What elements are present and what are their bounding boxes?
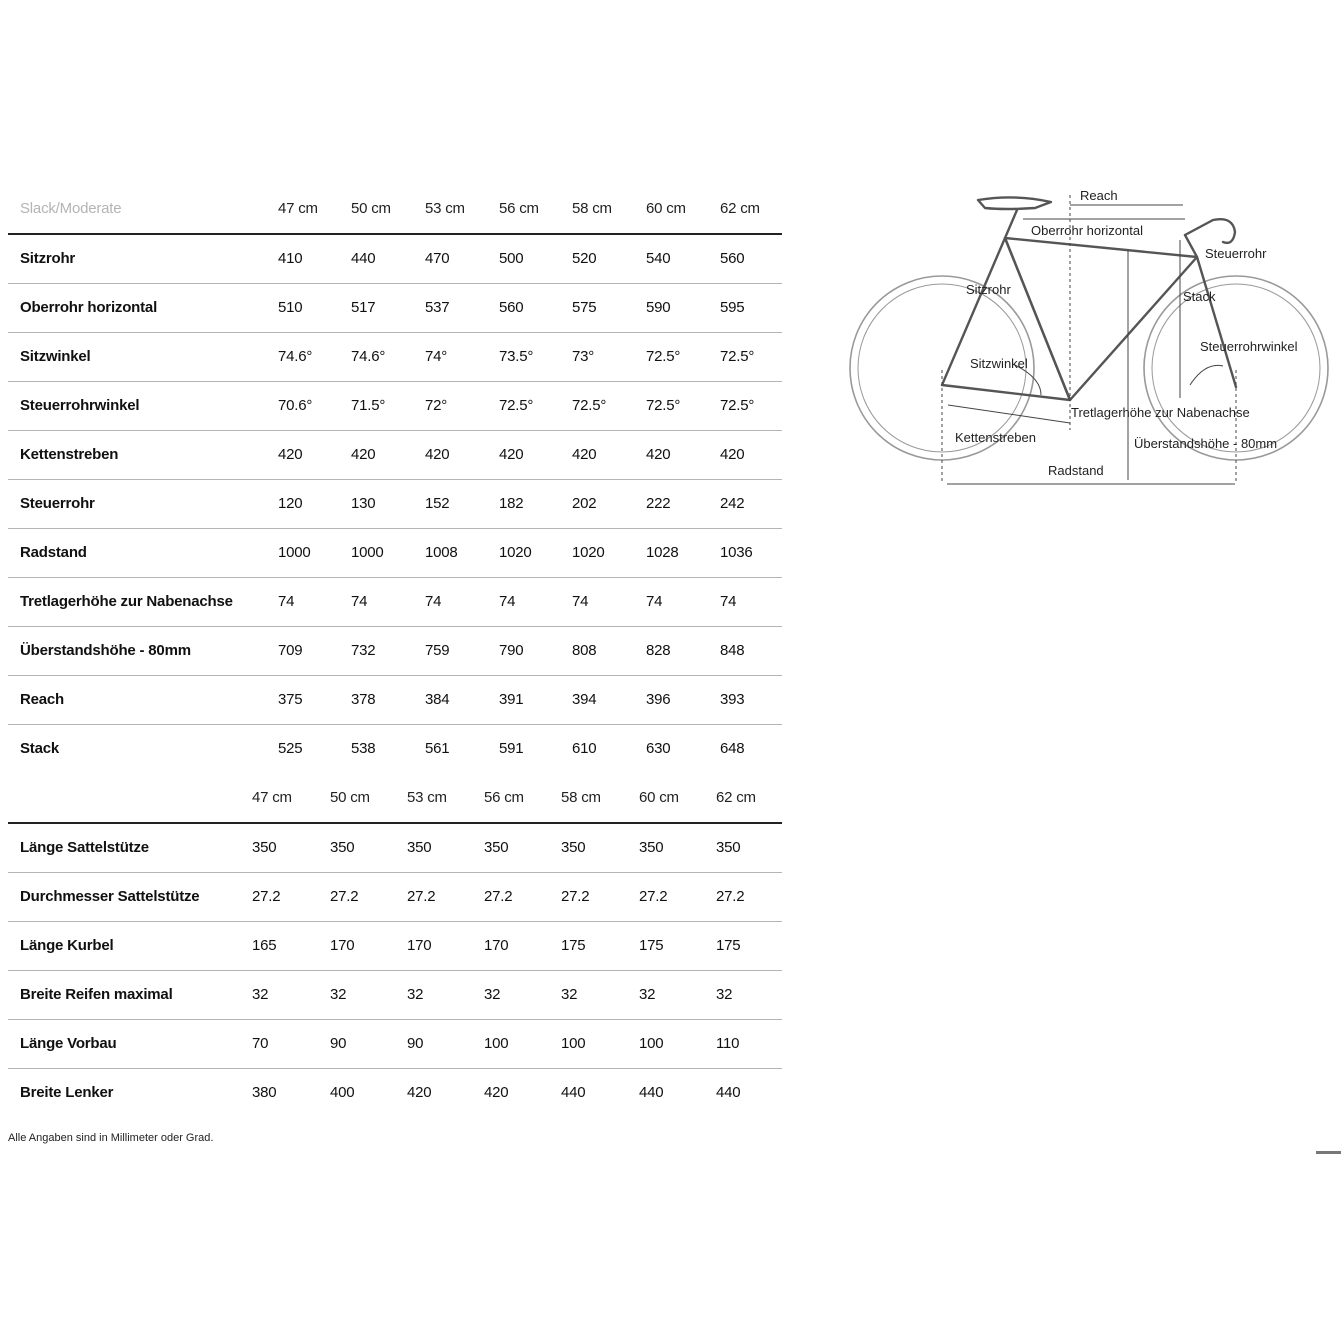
size-header: 56 cm <box>484 789 524 806</box>
seatpost <box>1005 210 1017 238</box>
table-row <box>8 235 782 284</box>
row-label: Steuerrohr <box>20 495 95 512</box>
table-cell: 74 <box>720 593 737 610</box>
table-cell: 525 <box>278 740 303 757</box>
table-row <box>8 1069 782 1117</box>
table-cell: 175 <box>561 937 586 954</box>
row-label: Stack <box>20 740 60 757</box>
components-header-row <box>8 774 782 824</box>
table-cell: 391 <box>499 691 524 708</box>
table-cell: 732 <box>351 642 376 659</box>
table-cell: 400 <box>330 1084 355 1101</box>
size-header: 60 cm <box>646 200 686 217</box>
label-steuerrohrwinkel: Steuerrohrwinkel <box>1200 339 1298 354</box>
label-ueberstand: Überstandshöhe - 80mm <box>1134 436 1278 451</box>
table-row <box>8 824 782 873</box>
table-row <box>8 529 782 578</box>
table-cell: 27.2 <box>330 888 359 905</box>
table-row <box>8 676 782 725</box>
table-row <box>8 382 782 431</box>
table-cell: 100 <box>561 1035 586 1052</box>
table-cell: 27.2 <box>639 888 668 905</box>
table-cell: 100 <box>639 1035 664 1052</box>
label-sitzrohr: Sitzrohr <box>966 282 1011 297</box>
table-cell: 378 <box>351 691 376 708</box>
table-cell: 170 <box>484 937 509 954</box>
table-cell: 394 <box>572 691 597 708</box>
table-cell: 74.6° <box>278 348 313 365</box>
table-cell: 1000 <box>351 544 384 561</box>
table-cell: 90 <box>330 1035 347 1052</box>
table-cell: 74 <box>499 593 516 610</box>
table-cell: 175 <box>639 937 664 954</box>
geometry-table <box>8 185 782 773</box>
table-cell: 420 <box>646 446 671 463</box>
table-cell: 32 <box>407 986 424 1003</box>
size-header: 60 cm <box>639 789 679 806</box>
table-cell: 72.5° <box>499 397 534 414</box>
table-cell: 848 <box>720 642 745 659</box>
table-cell: 500 <box>499 250 524 267</box>
row-label: Sitzrohr <box>20 250 76 267</box>
table-row <box>8 284 782 333</box>
table-cell: 538 <box>351 740 376 757</box>
row-label: Tretlagerhöhe zur Nabenachse <box>20 593 233 610</box>
table-cell: 74 <box>646 593 663 610</box>
table-row <box>8 1020 782 1069</box>
table-row <box>8 578 782 627</box>
table-cell: 71.5° <box>351 397 386 414</box>
size-header: 50 cm <box>351 200 391 217</box>
table-cell: 350 <box>330 839 355 856</box>
table-cell: 393 <box>720 691 745 708</box>
table-cell: 420 <box>499 446 524 463</box>
table-cell: 595 <box>720 299 745 316</box>
table-cell: 470 <box>425 250 450 267</box>
table-cell: 110 <box>716 1035 740 1052</box>
table-cell: 27.2 <box>252 888 281 905</box>
table-cell: 74° <box>425 348 448 365</box>
table-cell: 1020 <box>572 544 605 561</box>
table-cell: 420 <box>425 446 450 463</box>
table-cell: 32 <box>252 986 269 1003</box>
size-header: 58 cm <box>561 789 601 806</box>
table-cell: 74 <box>351 593 368 610</box>
table-cell: 384 <box>425 691 450 708</box>
table-cell: 537 <box>425 299 450 316</box>
divider-mark <box>1316 1151 1341 1154</box>
table-cell: 120 <box>278 495 303 512</box>
table-cell: 440 <box>716 1084 741 1101</box>
table-cell: 350 <box>484 839 509 856</box>
steuerrohrwinkel-arc <box>1190 365 1223 385</box>
table-row <box>8 873 782 922</box>
table-cell: 590 <box>646 299 671 316</box>
table-cell: 32 <box>484 986 501 1003</box>
table-cell: 648 <box>720 740 745 757</box>
table-cell: 1036 <box>720 544 753 561</box>
table-row <box>8 725 782 773</box>
geometry-header-row <box>8 185 782 235</box>
table-cell: 90 <box>407 1035 424 1052</box>
table-cell: 560 <box>499 299 524 316</box>
size-header: 58 cm <box>572 200 612 217</box>
table-cell: 27.2 <box>561 888 590 905</box>
table-cell: 32 <box>561 986 578 1003</box>
table-cell: 1000 <box>278 544 311 561</box>
table-cell: 420 <box>720 446 745 463</box>
rear-triangle <box>942 238 1070 400</box>
row-label: Länge Sattelstütze <box>20 839 149 856</box>
table-cell: 100 <box>484 1035 509 1052</box>
table-cell: 540 <box>646 250 671 267</box>
table-cell: 202 <box>572 495 597 512</box>
table-cell: 350 <box>407 839 432 856</box>
table-cell: 375 <box>278 691 303 708</box>
row-label: Oberrohr horizontal <box>20 299 158 316</box>
row-label: Reach <box>20 691 65 708</box>
table-cell: 828 <box>646 642 671 659</box>
table-cell: 72.5° <box>720 348 755 365</box>
table-cell: 396 <box>646 691 671 708</box>
size-header: 56 cm <box>499 200 539 217</box>
table-cell: 70 <box>252 1035 269 1052</box>
label-oberrohr: Oberrohr horizontal <box>1031 223 1143 238</box>
label-kettenstreben: Kettenstreben <box>955 430 1036 445</box>
table-cell: 27.2 <box>407 888 436 905</box>
label-radstand: Radstand <box>1048 463 1104 478</box>
label-stack: Stack <box>1183 289 1216 304</box>
size-header: 53 cm <box>407 789 447 806</box>
table-cell: 575 <box>572 299 597 316</box>
table-cell: 510 <box>278 299 303 316</box>
table-cell: 561 <box>425 740 450 757</box>
table-cell: 74 <box>278 593 295 610</box>
table-cell: 152 <box>425 495 450 512</box>
table-cell: 759 <box>425 642 450 659</box>
table-cell: 790 <box>499 642 524 659</box>
table-cell: 72.5° <box>646 397 681 414</box>
table-cell: 74 <box>425 593 442 610</box>
table-row <box>8 922 782 971</box>
saddle <box>978 197 1051 209</box>
table-row <box>8 431 782 480</box>
table-cell: 420 <box>572 446 597 463</box>
table-cell: 380 <box>252 1084 277 1101</box>
row-label: Breite Reifen maximal <box>20 986 173 1003</box>
table-cell: 440 <box>351 250 376 267</box>
row-label: Länge Kurbel <box>20 937 114 954</box>
table-cell: 32 <box>639 986 656 1003</box>
table-cell: 808 <box>572 642 597 659</box>
table-cell: 130 <box>351 495 376 512</box>
table-cell: 420 <box>484 1084 509 1101</box>
size-header: 50 cm <box>330 789 370 806</box>
table-cell: 222 <box>646 495 671 512</box>
handlebar <box>1185 219 1235 243</box>
table-row <box>8 971 782 1020</box>
row-label: Sitzwinkel <box>20 348 91 365</box>
row-label: Breite Lenker <box>20 1084 114 1101</box>
size-header: 53 cm <box>425 200 465 217</box>
table-cell: 420 <box>407 1084 432 1101</box>
size-header: 47 cm <box>278 200 318 217</box>
table-cell: 350 <box>716 839 741 856</box>
table-cell: 27.2 <box>484 888 513 905</box>
geometry-body <box>8 235 782 773</box>
row-label: Steuerrohrwinkel <box>20 397 140 414</box>
table-cell: 1028 <box>646 544 679 561</box>
label-sitzwinkel: Sitzwinkel <box>970 356 1028 371</box>
table-cell: 170 <box>407 937 432 954</box>
label-reach: Reach <box>1080 188 1118 203</box>
table-cell: 1020 <box>499 544 532 561</box>
components-body <box>8 824 782 1117</box>
table-cell: 420 <box>351 446 376 463</box>
table-cell: 72.5° <box>572 397 607 414</box>
row-label: Überstandshöhe - 80mm <box>20 642 191 659</box>
table-cell: 440 <box>639 1084 664 1101</box>
table-cell: 175 <box>716 937 741 954</box>
table-cell: 630 <box>646 740 671 757</box>
table-cell: 73° <box>572 348 595 365</box>
kettenstreben-dim-line <box>948 405 1070 423</box>
table-cell: 517 <box>351 299 376 316</box>
table-cell: 27.2 <box>716 888 745 905</box>
table-title: Slack/Moderate <box>20 200 122 217</box>
label-tretlager: Tretlagerhöhe zur Nabenachse <box>1071 405 1250 420</box>
table-cell: 182 <box>499 495 524 512</box>
table-cell: 709 <box>278 642 303 659</box>
table-cell: 410 <box>278 250 303 267</box>
table-cell: 32 <box>330 986 347 1003</box>
label-steuerrohr: Steuerrohr <box>1205 246 1267 261</box>
table-cell: 591 <box>499 740 524 757</box>
table-cell: 72.5° <box>646 348 681 365</box>
size-header: 47 cm <box>252 789 292 806</box>
table-cell: 73.5° <box>499 348 534 365</box>
bike-geometry-diagram <box>845 180 1341 500</box>
size-header: 62 cm <box>720 200 760 217</box>
table-cell: 70.6° <box>278 397 313 414</box>
table-cell: 165 <box>252 937 277 954</box>
table-cell: 420 <box>278 446 303 463</box>
table-cell: 610 <box>572 740 597 757</box>
row-label: Durchmesser Sattelstütze <box>20 888 200 905</box>
components-table <box>8 774 782 1117</box>
table-row <box>8 627 782 676</box>
table-cell: 72° <box>425 397 448 414</box>
table-row <box>8 480 782 529</box>
size-header: 62 cm <box>716 789 756 806</box>
footnote: Alle Angaben sind in Millimeter oder Grad. <box>8 1132 214 1144</box>
table-cell: 32 <box>716 986 733 1003</box>
table-cell: 560 <box>720 250 745 267</box>
table-cell: 74 <box>572 593 589 610</box>
table-cell: 74.6° <box>351 348 386 365</box>
table-cell: 72.5° <box>720 397 755 414</box>
table-row <box>8 333 782 382</box>
table-cell: 440 <box>561 1084 586 1101</box>
row-label: Kettenstreben <box>20 446 119 463</box>
table-cell: 1008 <box>425 544 458 561</box>
table-cell: 520 <box>572 250 597 267</box>
row-label: Radstand <box>20 544 87 561</box>
table-cell: 350 <box>252 839 277 856</box>
table-cell: 350 <box>639 839 664 856</box>
row-label: Länge Vorbau <box>20 1035 117 1052</box>
table-cell: 242 <box>720 495 745 512</box>
table-cell: 350 <box>561 839 586 856</box>
table-cell: 170 <box>330 937 355 954</box>
